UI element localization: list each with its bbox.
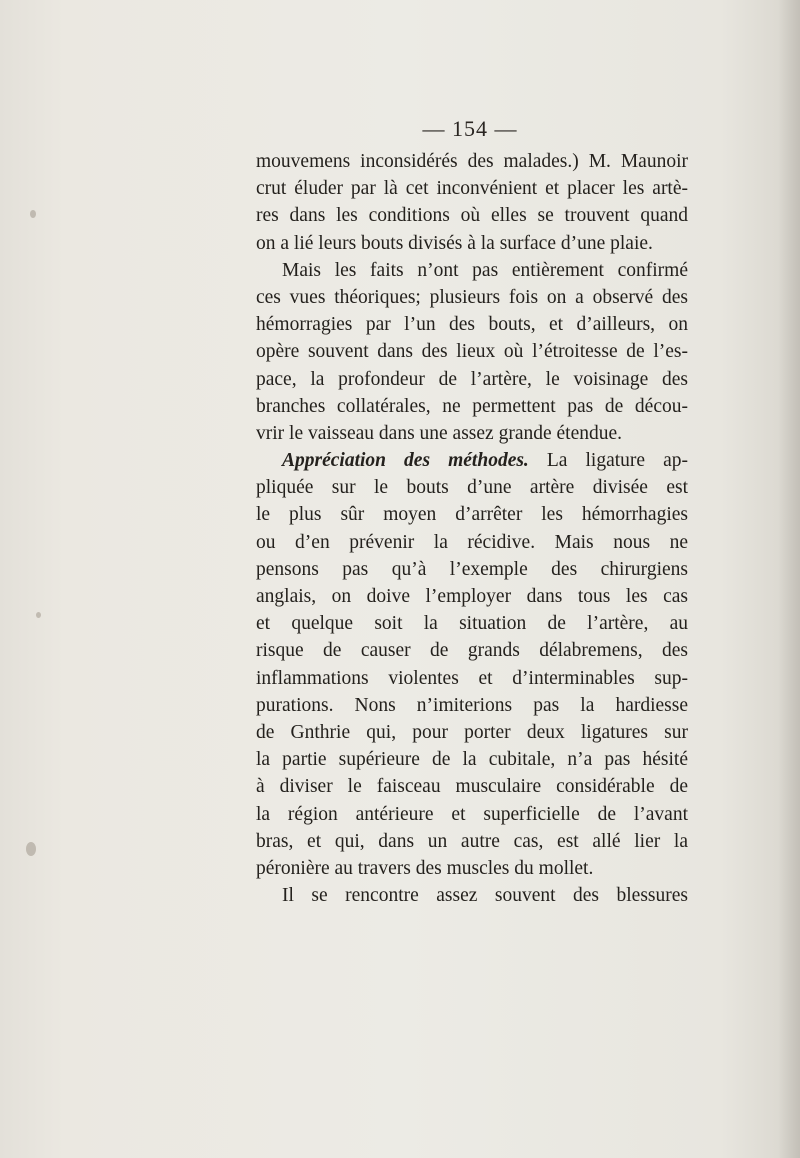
text-line: la région antérieure et superficielle de l’avant — [256, 803, 688, 825]
text-line: et quelque soit la situation de l’artère, au — [256, 613, 688, 635]
text-line: bras, et qui, dans un autre cas, est allé lier la — [256, 830, 688, 852]
text-line: inflammations violentes et d’interminables sup- — [256, 667, 688, 689]
text-line: péronière au travers des muscles du mollet. — [256, 857, 594, 879]
text-line: ces vues théoriques; plusieurs fois on a observé des — [256, 286, 688, 308]
text-line: anglais, on doive l’employer dans tous les cas — [256, 586, 688, 607]
text-line: Il se rencontre assez souvent des blessures — [282, 885, 688, 907]
text-line: crut éluder par là cet inconvénient et placer les artè- — [256, 178, 688, 200]
text-line: mouvemens inconsidérés des malades.) M. Maunoir — [256, 151, 688, 172]
paper-stain — [36, 612, 41, 618]
paper-stain — [30, 210, 36, 218]
body-text — [256, 148, 688, 909]
text-line: à diviser le faisceau musculaire considérable de — [256, 776, 688, 798]
text-line — [256, 447, 688, 474]
text-line: hémorragies par l’un des bouts, et d’ailleurs, on — [256, 314, 688, 336]
text-line: branches collatérales, ne permettent pas de décou- — [256, 395, 688, 417]
text-line: le plus sûr moyen d’arrêter les hémorrhagies — [256, 504, 688, 526]
text-line: la partie supérieure de la cubitale, n’a pas hésité — [256, 749, 688, 771]
section-heading: Appréciation des méthodes. — [282, 450, 529, 472]
text-line: opère souvent dans des lieux où l’étroitesse de l’es- — [256, 341, 688, 363]
text-line: vrir le vaisseau dans une assez grande étendue. — [256, 422, 623, 444]
page-edge-shadow — [778, 0, 800, 1158]
text-line: pace, la profondeur de l’artère, le voisinage des — [256, 368, 688, 390]
paper-stain — [26, 842, 36, 856]
text-line: on a lié leurs bouts divisés à la surface d’une plaie. — [256, 232, 653, 254]
text-run: La ligature ap- — [546, 450, 689, 472]
text-line: purations. Nons n’imiterions pas la hardiesse — [256, 694, 688, 716]
page-number: — 154 — — [422, 116, 518, 141]
text-line: ou d’en prévenir la récidive. Mais nous ne — [256, 531, 688, 553]
text-line: risque de causer de grands délabremens, des — [256, 640, 688, 662]
text-line: pliquée sur le bouts d’une artère divisée est — [256, 477, 688, 499]
text-line: res dans les conditions où elles se trouvent quand — [256, 205, 688, 227]
text-line: Mais les faits n’ont pas entièrement confirmé — [282, 259, 688, 281]
text-line: pensons pas qu’à l’exemple des chirurgiens — [256, 558, 688, 580]
text-line: de Gnthrie qui, pour porter deux ligatures sur — [256, 721, 688, 743]
